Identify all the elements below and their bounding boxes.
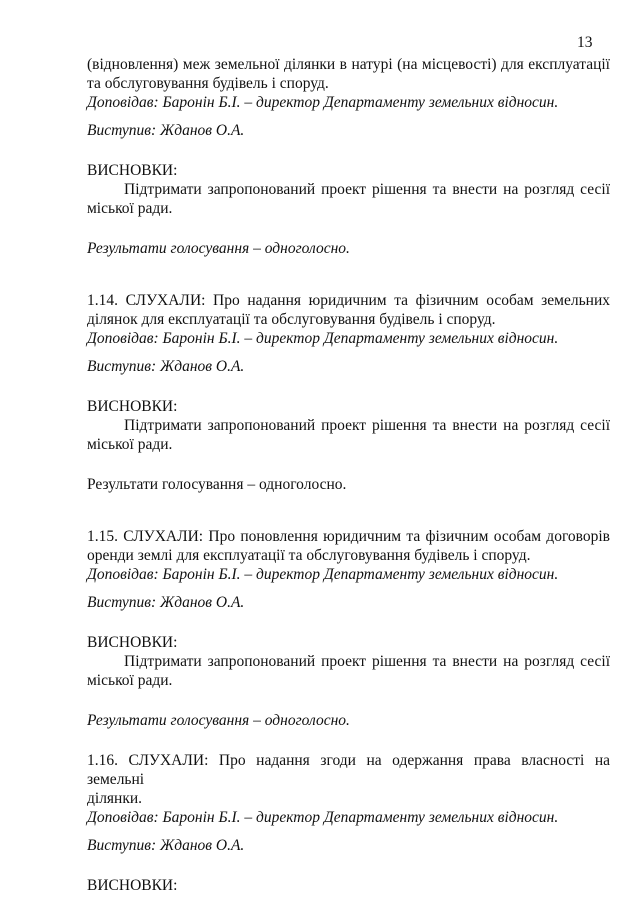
conclusion-line: міської ради.	[87, 436, 173, 453]
body-line: (відновлення) меж земельної ділянки в натурі (на місцевості) для експлуатації	[87, 56, 610, 73]
page-number: 13	[577, 34, 593, 51]
item-heading-line	[87, 751, 610, 789]
conclusion-line: Підтримати запропонований проект рішення та внести на розгляд сесії	[124, 181, 610, 198]
item-continuation	[87, 55, 610, 258]
speaker-line: Виступив: Жданов О.А.	[87, 837, 245, 854]
vote-result: Результати голосування – одноголосно.	[87, 712, 350, 729]
item-subject: Про надання згоди на одержання права власності на земельні	[87, 752, 611, 788]
item-heading-line	[87, 527, 610, 546]
conclusions-label: ВИСНОВКИ:	[87, 877, 178, 894]
reporter-line: Доповідав: Баронін Б.І. – директор Департаменту земельних відносин.	[87, 94, 559, 111]
item-1-15	[87, 527, 610, 730]
conclusions-label: ВИСНОВКИ:	[87, 162, 178, 179]
reporter-line: Доповідав: Баронін Б.І. – директор Департаменту земельних відносин.	[87, 809, 559, 826]
item-heading: 1.15. СЛУХАЛИ:	[87, 528, 204, 545]
item-heading-line	[87, 291, 610, 310]
page-content	[87, 55, 610, 895]
conclusions-label: ВИСНОВКИ:	[87, 398, 178, 415]
conclusion-line: Підтримати запропонований проект рішення та внести на розгляд сесії	[124, 417, 610, 434]
body-line: оренди землі для експлуатації та обслуговування будівель і споруд.	[87, 547, 531, 564]
speaker-line: Виступив: Жданов О.А.	[87, 122, 245, 139]
item-heading: 1.14. СЛУХАЛИ:	[87, 292, 206, 309]
body-line: ділянки.	[87, 790, 143, 807]
vote-result: Результати голосування – одноголосно.	[87, 476, 347, 493]
conclusion-line: Підтримати запропонований проект рішення та внести на розгляд сесії	[124, 653, 610, 670]
body-line: та обслуговування будівель і споруд.	[87, 75, 329, 92]
conclusion-line: міської ради.	[87, 672, 173, 689]
item-subject: Про надання юридичним та фізичним особам земельних	[205, 292, 610, 309]
item-1-16	[87, 751, 610, 895]
speaker-line: Виступив: Жданов О.А.	[87, 594, 245, 611]
body-line: ділянок для експлуатації та обслуговування будівель і споруд.	[87, 311, 496, 328]
conclusion-line: міської ради.	[87, 200, 173, 217]
speaker-line: Виступив: Жданов О.А.	[87, 358, 245, 375]
reporter-line: Доповідав: Баронін Б.І. – директор Департаменту земельних відносин.	[87, 330, 559, 347]
item-1-14	[87, 291, 610, 494]
item-subject: Про поновлення юридичним та фізичним особам договорів	[203, 528, 610, 545]
item-heading: 1.16. СЛУХАЛИ:	[87, 752, 209, 769]
conclusions-label: ВИСНОВКИ:	[87, 634, 178, 651]
vote-result: Результати голосування – одноголосно.	[87, 240, 350, 257]
reporter-line: Доповідав: Баронін Б.І. – директор Департаменту земельних відносин.	[87, 566, 559, 583]
